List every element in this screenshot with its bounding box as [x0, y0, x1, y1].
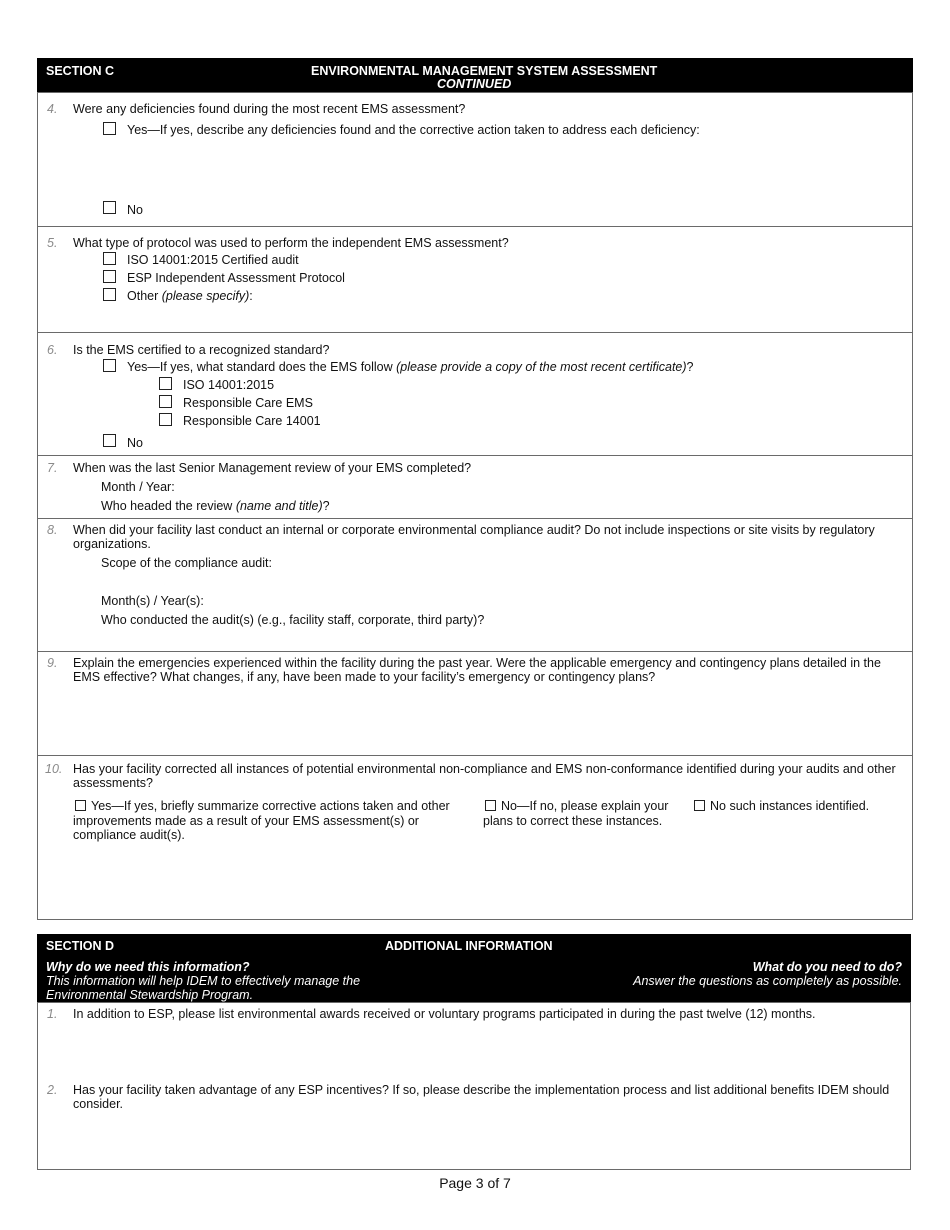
divider	[37, 332, 913, 333]
option-label: compliance audit(s).	[73, 828, 185, 842]
question-number: 7.	[47, 461, 58, 475]
question-number: 9.	[47, 656, 58, 670]
section-c-subtitle: CONTINUED	[437, 77, 512, 91]
section-c-header	[37, 58, 913, 92]
checkbox-q10-none[interactable]	[694, 800, 705, 811]
option-label: No	[127, 203, 143, 217]
checkbox-q4-no[interactable]	[103, 201, 116, 214]
question-number: 5.	[47, 236, 58, 250]
field-label: Scope of the compliance audit:	[101, 556, 272, 570]
checkbox-q6-yes[interactable]	[103, 359, 116, 372]
option-label: Yes—If yes, what standard does the EMS follow (please provide a copy of the most recent certificate)?	[127, 360, 694, 374]
field-label: Month / Year:	[101, 480, 175, 494]
option-label: No such instances identified.	[710, 799, 870, 813]
why-title: Why do we need this information?	[46, 960, 250, 974]
option-label: Responsible Care 14001	[183, 414, 321, 428]
question-text: Is the EMS certified to a recognized standard?	[73, 343, 330, 357]
divider	[37, 755, 913, 756]
option-label: plans to correct these instances.	[483, 814, 663, 828]
section-d-header	[37, 934, 911, 1002]
question-text: assessments?	[73, 776, 153, 790]
option-label: No	[127, 436, 143, 450]
question-number: 4.	[47, 102, 58, 116]
section-d-title: ADDITIONAL INFORMATION	[385, 939, 553, 953]
section-d-label: SECTION D	[46, 939, 115, 953]
section-c-label: SECTION C	[46, 64, 115, 78]
checkbox-q4-yes[interactable]	[103, 122, 116, 135]
divider	[37, 518, 913, 519]
question-text: What type of protocol was used to perform the independent EMS assessment?	[73, 236, 509, 250]
option-label: No—If no, please explain your	[501, 799, 669, 813]
question-number: 8.	[47, 523, 58, 537]
page-number: Page 3 of 7	[439, 1175, 511, 1191]
option-label: ISO 14001:2015	[183, 378, 275, 392]
question-number: 10.	[45, 762, 63, 776]
checkbox-q10-yes[interactable]	[75, 800, 86, 811]
field-label: Who conducted the audit(s) (e.g., facility staff, corporate, third party)?	[101, 613, 485, 627]
checkbox-q10-no[interactable]	[485, 800, 496, 811]
question-number: 6.	[47, 343, 58, 357]
option-label: Yes—If yes, briefly summarize corrective actions taken and other	[91, 799, 450, 813]
checkbox-q6-rc-ems[interactable]	[159, 395, 172, 408]
section-c-title: ENVIRONMENTAL MANAGEMENT SYSTEM ASSESSMENT	[311, 64, 658, 78]
question-text: Has your facility taken advantage of any ESP incentives? If so, please describe the implementation process and list additional benefits IDEM should	[73, 1083, 890, 1097]
option-label: Yes—If yes, describe any deficiencies found and the corrective action taken to address each deficiency:	[127, 123, 700, 137]
question-text: Explain the emergencies experienced within the facility during the past year. Were the applicable emergency and contingency plans detailed in the	[73, 656, 881, 670]
option-label: improvements made as a result of your EMS assessment(s) or	[73, 814, 419, 828]
divider	[37, 226, 913, 227]
option-label: Other (please specify):	[127, 289, 253, 303]
checkbox-q5-other[interactable]	[103, 288, 116, 301]
question-text: In addition to ESP, please list environmental awards received or voluntary programs participated in during the past twelve (12) months.	[73, 1007, 816, 1021]
option-label: ESP Independent Assessment Protocol	[127, 271, 345, 285]
what-text: Answer the questions as completely as possible.	[633, 974, 902, 988]
question-text: organizations.	[73, 537, 151, 551]
why-text: This information will help IDEM to effectively manage the	[46, 974, 361, 988]
question-number: 2.	[47, 1083, 58, 1097]
question-text: Has your facility corrected all instances of potential environmental non-compliance and EMS non-conformance identified during your audits and other	[73, 762, 896, 776]
question-number: 1.	[47, 1007, 58, 1021]
divider	[37, 651, 913, 652]
question-text: When was the last Senior Management review of your EMS completed?	[73, 461, 472, 475]
checkbox-q5-iso[interactable]	[103, 252, 116, 265]
why-text: Environmental Stewardship Program.	[46, 988, 254, 1002]
field-label: Month(s) / Year(s):	[101, 594, 204, 608]
divider	[37, 455, 913, 456]
checkbox-q5-esp[interactable]	[103, 270, 116, 283]
option-label: ISO 14001:2015 Certified audit	[127, 253, 299, 267]
question-text: When did your facility last conduct an internal or corporate environmental compliance audit? Do not include inspections or site visits by regulatory	[73, 523, 875, 537]
checkbox-q6-no[interactable]	[103, 434, 116, 447]
checkbox-q6-rc-14001[interactable]	[159, 413, 172, 426]
question-text: consider.	[73, 1097, 124, 1111]
question-text: EMS effective? What changes, if any, have been made to your facility’s emergency or contingency plans?	[73, 670, 656, 684]
checkbox-q6-iso[interactable]	[159, 377, 172, 390]
option-label: Responsible Care EMS	[183, 396, 313, 410]
what-title: What do you need to do?	[752, 960, 902, 974]
field-label: Who headed the review (name and title)?	[101, 499, 330, 513]
question-text: Were any deficiencies found during the most recent EMS assessment?	[73, 102, 466, 116]
